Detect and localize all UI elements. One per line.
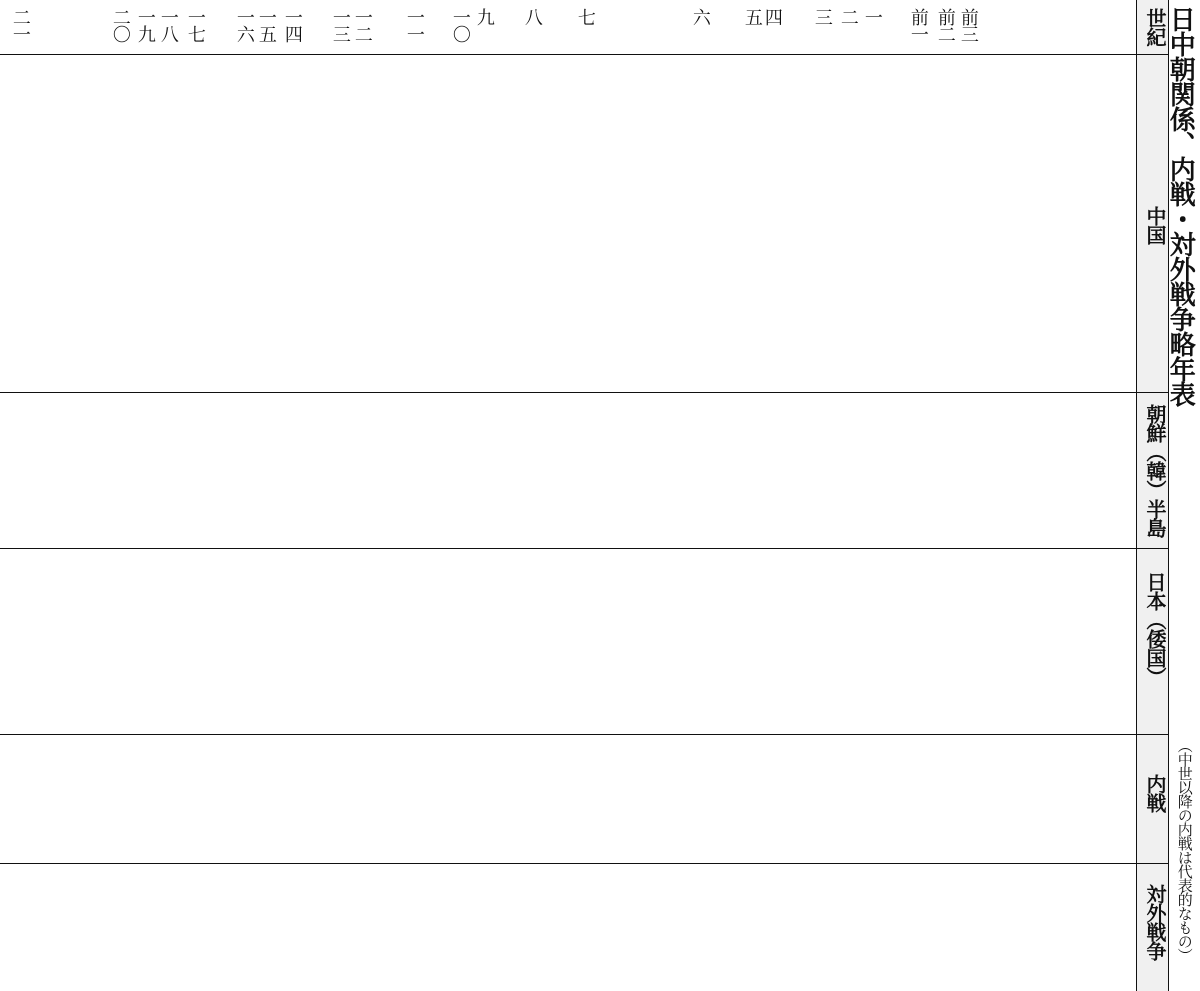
century-label: 一一 — [403, 8, 425, 42]
row-label-foreign: 対外戦争 — [1143, 884, 1167, 960]
century-label: 一三 — [329, 8, 351, 42]
century-label: 一二 — [351, 8, 373, 42]
divider-label-left — [1136, 0, 1137, 991]
century-label: 三 — [811, 8, 833, 25]
divider-civil — [0, 863, 1168, 864]
century-label: 二一 — [9, 8, 31, 42]
century-label: 一五 — [255, 8, 277, 42]
century-label: 一七 — [184, 8, 206, 42]
row-label-china: 中国 — [1143, 206, 1167, 244]
row-label-japan: 日本（倭国） — [1143, 572, 1167, 686]
century-label: 前二 — [934, 8, 956, 42]
century-label: 一九 — [134, 8, 156, 42]
divider-century — [0, 54, 1168, 55]
century-label: 六 — [689, 8, 711, 25]
divider-japan — [0, 734, 1168, 735]
row-label-korea: 朝鮮（韓）半島 — [1143, 404, 1167, 537]
century-label: 二〇 — [109, 8, 131, 42]
century-label: 五 — [741, 8, 763, 25]
century-label: 前三 — [957, 8, 979, 42]
century-label: 一八 — [157, 8, 179, 42]
row-label-civil: 内戦 — [1143, 774, 1167, 812]
note-civil-war: （中世以降の内戦は代表的なもの） — [1175, 738, 1194, 962]
century-label: 前一 — [907, 8, 929, 42]
century-label: 二 — [837, 8, 859, 25]
page-title: 日中朝関係、内戦・対外戦争略年表 — [1165, 6, 1196, 406]
century-label: 一 — [861, 8, 883, 25]
divider-korea — [0, 548, 1168, 549]
century-label: 九 — [473, 8, 495, 25]
century-label: 一〇 — [449, 8, 471, 42]
century-label: 一四 — [281, 8, 303, 42]
divider-china — [0, 392, 1168, 393]
century-label: 七 — [574, 8, 596, 25]
century-label: 八 — [521, 8, 543, 25]
century-label: 一六 — [233, 8, 255, 42]
century-label: 四 — [761, 8, 783, 25]
row-label-seiki: 世紀 — [1143, 8, 1167, 46]
